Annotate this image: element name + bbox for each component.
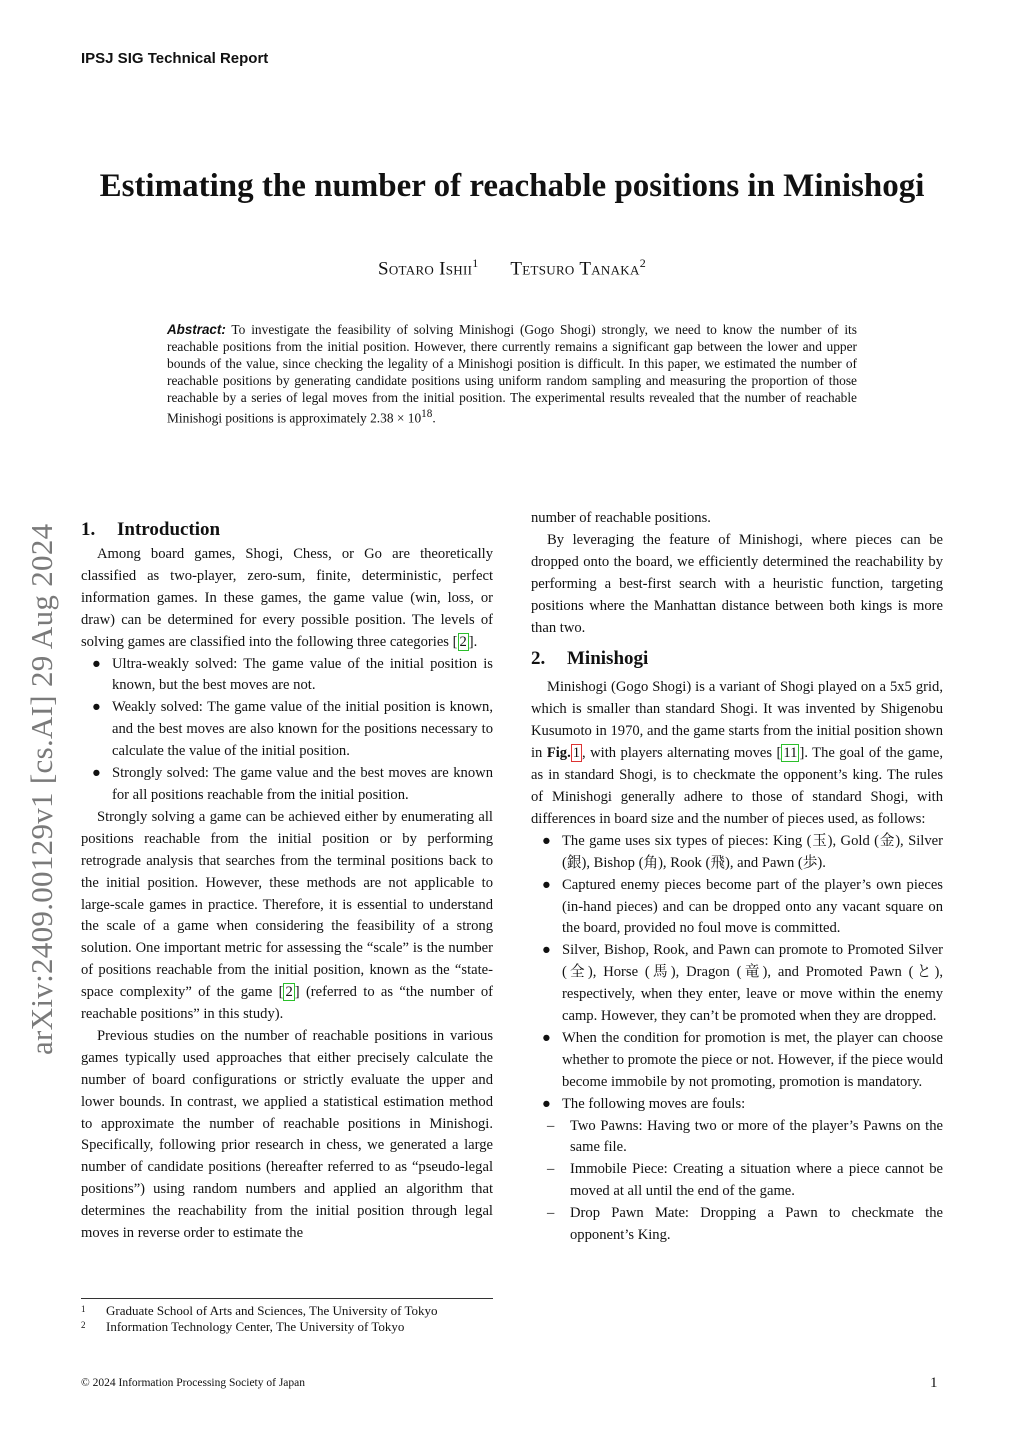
citation-number[interactable]: 2 [285, 984, 293, 1001]
list-item-text: Ultra-weakly solved: The game value of the initial position is known, but the best moves are not. [112, 655, 493, 694]
arxiv-identifier: arXiv:2409.00129v1 [cs.AI] 29 Aug 2024 [24, 523, 59, 1055]
paragraph [81, 544, 493, 654]
sub-list-item [531, 1116, 943, 1160]
list-item [81, 697, 493, 763]
journal-header: IPSJ SIG Technical Report [81, 50, 269, 67]
list-item [531, 1094, 943, 1116]
sub-list-item [531, 1203, 943, 1247]
citation[interactable]: [ 2 ] [452, 633, 474, 650]
author-name: Tetsuro Tanaka [510, 258, 640, 280]
abstract-text: To investigate the feasibility of solving Minishogi (Gogo Shogi) strongly, we need to know the number of its reachable positions from the initial position. However, there currently remains a significant gap between the lower and upper bounds of the value, since checking the legality of a Minishogi position is difficult. In this paper, we estimated the number of reachable positions by generating candidate positions using uniform random sampling and measuring the proportion of those reachable by a series of legal moves from the initial position. The experimental results revealed that the number of reachable Minishogi positions is approximately [167, 322, 857, 426]
section-title: Minishogi [567, 648, 649, 670]
paragraph-text: Strongly solving a game can be achieved either by enumerating all positions reachable from the initial position or by performing retrograde analysis that searches from the terminal positions back to the initial position. However, these methods are not applicable to large-scale games in practice. Therefore, it is essential to understand the scale of a game when considering the feasibility of a strong solution. One important metric for assessing the “scale” is the number of positions reachable from the initial position, known as the “state-space complexity” of the game [81, 808, 493, 1001]
list-item-text: The following moves are fouls: [562, 1095, 746, 1112]
abstract [167, 321, 857, 427]
list-item-text: Captured enemy pieces become part of the player’s own pieces (in-hand pieces) and can be dropped onto any vacant square on the board, provided no foul move is committed. [562, 876, 943, 937]
paragraph-text: (referred to as “the number of reachable positions” in this study). [81, 984, 493, 1023]
bullet-icon: ● [92, 765, 101, 782]
section-number: 2. [531, 648, 546, 670]
list-item [531, 940, 943, 1028]
bullet-list [81, 654, 493, 807]
list-item-text: Immobile Piece: Creating a situation where a piece cannot be moved at all until the end of the game. [570, 1161, 943, 1200]
footnote [81, 1319, 493, 1335]
figure-reference[interactable]: 1 [572, 745, 581, 762]
bullet-icon: ● [542, 876, 551, 893]
abstract-value: 2.38 × 10 [370, 410, 422, 426]
affiliation-mark: 1 [472, 256, 479, 270]
list-item-text: Silver, Bishop, Rook, and Pawn can promote to Promoted Silver (全), Horse (馬), Dragon (竜), and Promoted Pawn (と), respectively, when they enter, leave or move within the enemy camp. However, they can’t be promoted when they are dropped. [562, 942, 943, 1025]
citation-number[interactable]: 2 [459, 633, 467, 650]
footnote-text: Information Technology Center, The University of Tokyo [106, 1319, 405, 1334]
dash-icon: – [547, 1161, 555, 1178]
footnotes [81, 1303, 493, 1335]
bullet-list [531, 831, 943, 1247]
dash-icon: – [547, 1205, 555, 1222]
list-item [531, 1028, 943, 1094]
author-name: Sotaro Ishii [378, 258, 473, 280]
abstract-value-exponent: 18 [421, 408, 433, 421]
section-title: Introduction [117, 519, 221, 540]
list-item [81, 654, 493, 698]
paper-title: Estimating the number of reachable positions in Minishogi [99, 168, 925, 204]
paragraph-continuation: number of reachable positions. [531, 510, 711, 526]
section-number: 1. [81, 519, 96, 540]
page-number: 1 [930, 1375, 938, 1391]
bullet-icon: ● [542, 1095, 551, 1112]
bullet-icon: ● [542, 1029, 551, 1046]
arxiv-stamp [14, 455, 64, 1055]
citation[interactable]: [ 11 ] [776, 745, 805, 762]
bullet-icon: ● [92, 699, 101, 716]
paragraph-text: Among board games, Shogi, Chess, or Go are theoretically classified as two-player, zero-sum, finite, deterministic, perfect information games. In these games, the game value (win, loss, or draw) can be determined for every possible position. The levels of solving games are classified into the following three categories [81, 546, 493, 650]
footnote-text: Graduate School of Arts and Sciences, The University of Tokyo [106, 1303, 438, 1318]
author-list [0, 256, 1024, 280]
sub-list-item [531, 1159, 943, 1203]
list-item-text: Strongly solved: The game value and the best moves are known for all positions reachable from the initial position. [112, 765, 493, 803]
paragraph [531, 677, 943, 830]
left-column [81, 516, 493, 1245]
list-item [531, 875, 943, 941]
section-heading [531, 645, 943, 673]
paragraph-text: . [473, 633, 478, 650]
list-item-text: Two Pawns: Having two or more of the player’s Pawns on the same file. [570, 1117, 943, 1156]
abstract-label: Abstract: [167, 322, 226, 337]
bullet-icon: ● [92, 655, 101, 672]
list-item [531, 831, 943, 875]
citation-number[interactable]: 11 [783, 745, 798, 762]
paragraph: By leveraging the feature of Minishogi, where pieces can be dropped onto the board, we efficiently determined the reachability by performing a best-first search with a heuristic function, targeting positions where the Manhattan distance between both kings is more than two. [531, 531, 943, 636]
footnote [81, 1303, 493, 1319]
bullet-icon: ● [542, 832, 551, 849]
paragraph: Previous studies on the number of reachable positions in various games typically used approaches that either precisely calculate the number of board configurations or strictly evaluate the upper and lower bounds. In contrast, we applied a statistical estimation method to approximate the number of reachable positions in Minishogi. Specifically, following prior research in chess, we generated a large number of candidate positions (hereafter referred to as “pseudo-legal positions”) using random numbers and applied an algorithm that determines the reachability from the initial position through legal moves in reverse order to estimate the [81, 1027, 493, 1242]
paragraph-text: . The goal of the game, as in standard Shogi, is to checkmate the opponent’s king. The rules of Minishogi generally adhere to those of standard Shogi, with differences in board size and the number of pieces used, as follows: [531, 745, 944, 827]
section-heading [81, 516, 493, 544]
footnote-mark: 2 [81, 1320, 86, 1330]
list-item-text: Weakly solved: The game value of the initial position is known, and the best moves are also known for the positions necessary to calculate the value of the initial position. [112, 699, 493, 760]
footnote-divider [81, 1298, 493, 1299]
paragraph-text: Minishogi (Gogo Shogi) is a variant of Shogi played on a 5x5 grid, which is smaller than standard Shogi. It was invented by Shigenobu Kusumoto in 1970, and the game starts from the initial position shown in [531, 679, 943, 762]
right-column [531, 508, 943, 1247]
bullet-icon: ● [542, 942, 551, 959]
list-item-text: When the condition for promotion is met, the player can choose whether to promote the piece or not. However, if the piece would become immobile by not promoting, promotion is mandatory. [562, 1029, 943, 1090]
footnote-mark: 1 [81, 1304, 86, 1314]
affiliation-mark: 2 [639, 256, 646, 270]
citation[interactable]: [ 2 ] [278, 984, 300, 1001]
list-item [81, 763, 493, 807]
figure-label: Fig. [546, 745, 571, 762]
copyright-footer: © 2024 Information Processing Society of Japan [81, 1377, 306, 1389]
dash-icon: – [547, 1117, 555, 1134]
list-item-text: The game uses six types of pieces: King (玉), Gold (金), Silver (銀), Bishop (角), Rook (飛), and Pawn (歩). [562, 832, 943, 871]
paragraph [81, 807, 493, 1026]
list-item-text: Drop Pawn Mate: Dropping a Pawn to checkmate the opponent’s King. [570, 1205, 943, 1244]
abstract-end: . [432, 410, 436, 426]
paragraph-text: , with players alternating moves [582, 745, 777, 762]
